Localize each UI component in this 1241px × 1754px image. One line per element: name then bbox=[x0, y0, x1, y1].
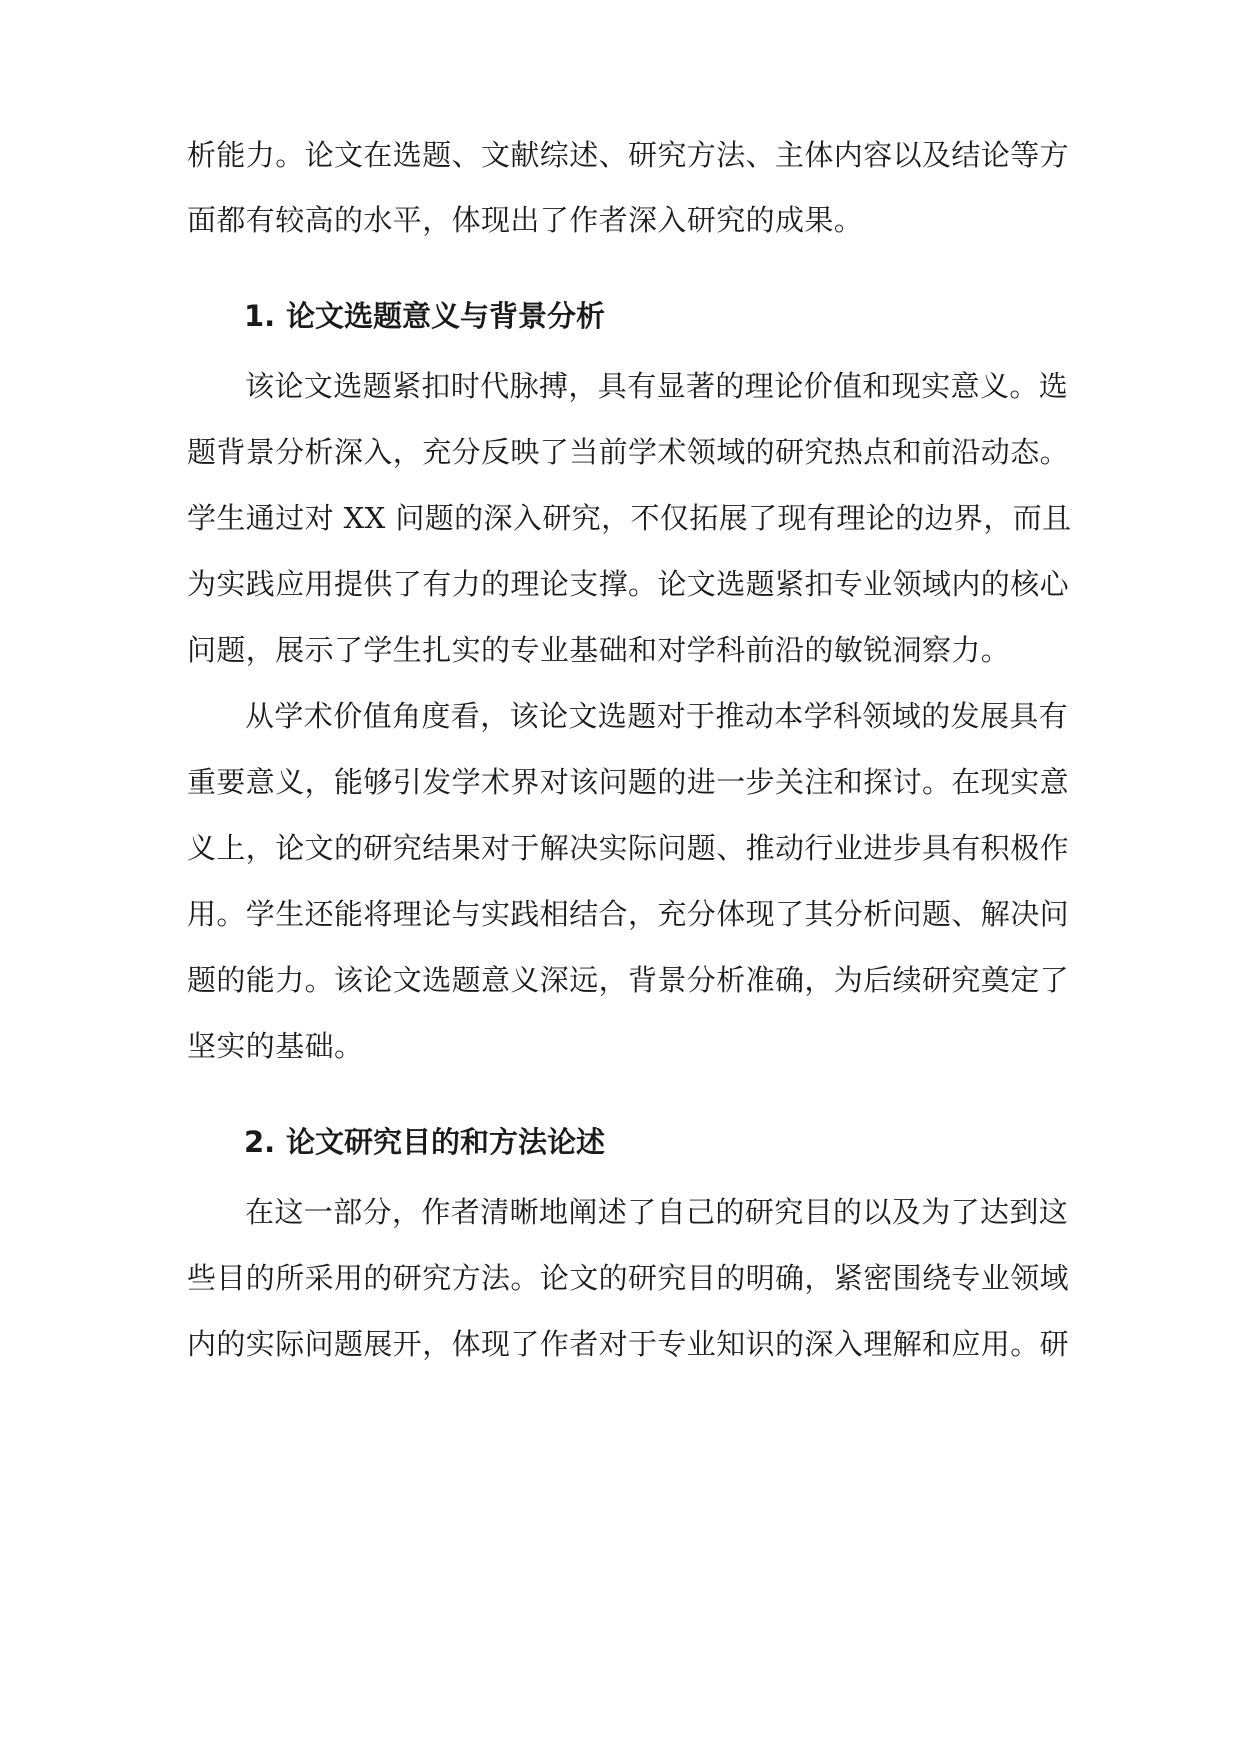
s1p1-line-3: 学生通过对 XX 问题的深入研究，不仅拓展了现有理论的边界，而且 bbox=[187, 501, 1072, 535]
section-1-number: 1. bbox=[244, 299, 276, 333]
s2p1-line-2: 些目的所采用的研究方法。论文的研究目的明确，紧密围绕专业领域 bbox=[187, 1261, 1070, 1295]
s2p1-line-3: 内的实际问题展开，体现了作者对于专业知识的深入理解和应用。研 bbox=[187, 1327, 1070, 1361]
s1p1-line-1: 该论文选题紧扣时代脉搏，具有显著的理论价值和现实意义。选 bbox=[245, 369, 1069, 403]
s1p1-line-5: 问题，展示了学生扎实的专业基础和对学科前沿的敏锐洞察力。 bbox=[187, 633, 1011, 667]
intro-line-1: 析能力。论文在选题、文献综述、研究方法、主体内容以及结论等方 bbox=[187, 138, 1070, 172]
section-2-title: 论文研究目的和方法论述 bbox=[286, 1125, 606, 1159]
section-2-number: 2. bbox=[244, 1125, 276, 1159]
section-2-heading bbox=[244, 1122, 1044, 1162]
section-1-title: 论文选题意义与背景分析 bbox=[286, 299, 606, 333]
s1p2-line-4: 用。学生还能将理论与实践相结合，充分体现了其分析问题、解决问 bbox=[187, 897, 1070, 931]
s1p2-line-3: 义上，论文的研究结果对于解决实际问题、推动行业进步具有积极作 bbox=[187, 831, 1070, 865]
s1p2-line-5: 题的能力。该论文选题意义深远，背景分析准确，为后续研究奠定了 bbox=[187, 963, 1070, 997]
s1p2-line-6: 坚实的基础。 bbox=[187, 1029, 364, 1063]
s1p2-line-1: 从学术价值角度看，该论文选题对于推动本学科领域的发展具有 bbox=[245, 699, 1069, 733]
s1p1-line-2: 题背景分析深入，充分反映了当前学术领域的研究热点和前沿动态。 bbox=[187, 435, 1070, 469]
section-1-heading bbox=[244, 296, 1044, 336]
intro-line-2: 面都有较高的水平，体现出了作者深入研究的成果。 bbox=[187, 203, 864, 237]
s1p2-line-2: 重要意义，能够引发学术界对该问题的进一步关注和探讨。在现实意 bbox=[187, 765, 1070, 799]
s2p1-line-1: 在这一部分，作者清晰地阐述了自己的研究目的以及为了达到这 bbox=[245, 1195, 1069, 1229]
s1p1-line-4: 为实践应用提供了有力的理论支撑。论文选题紧扣专业领域内的核心 bbox=[187, 567, 1070, 601]
